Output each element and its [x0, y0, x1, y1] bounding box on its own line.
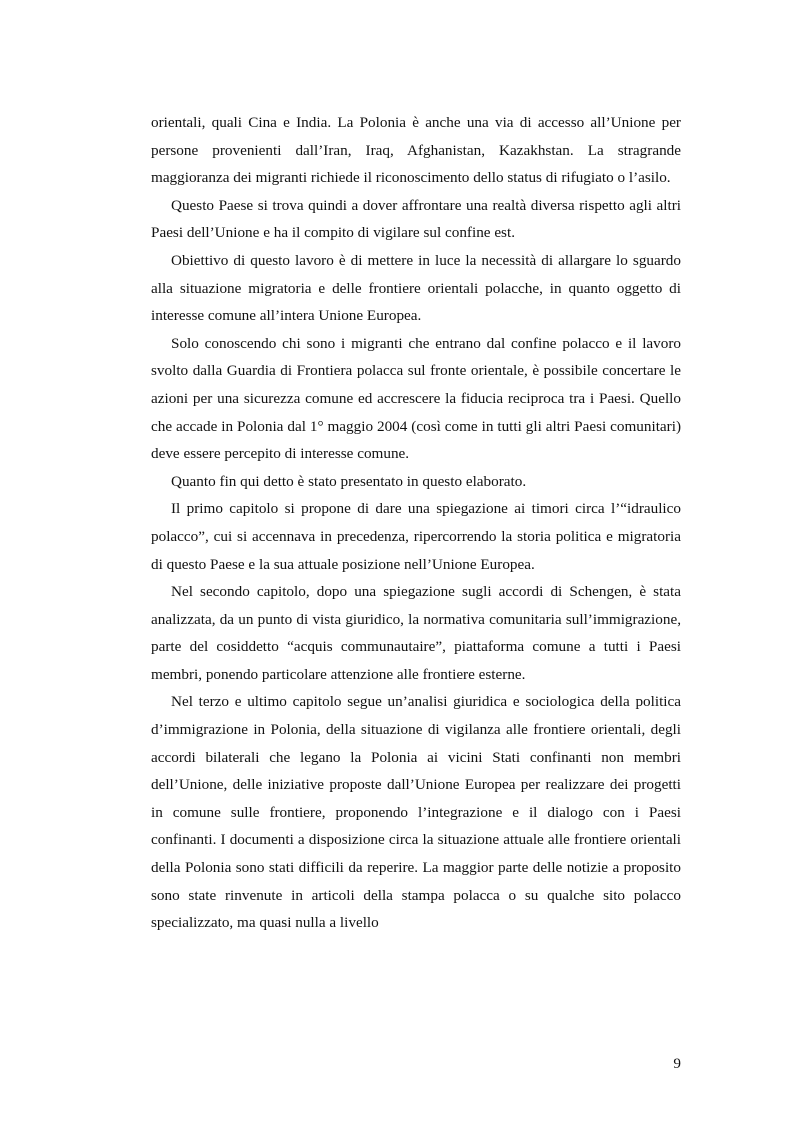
page-number: 9 [673, 1055, 681, 1072]
paragraph-8: Nel terzo e ultimo capitolo segue un’analisi giuridica e sociologica della politica d’immigrazione in Polonia, della situazione di vigilanza alle frontiere orientali, degli accordi bilaterali che legano la Polonia ai vicini Stati confinanti non membri dell’Unione, delle iniziative proposte dall’Unione Europea per realizzare dei progetti in comune sulle frontiere, proponendo l’integrazione e il dialogo con i Paesi confinanti. I documenti a disposizione circa la situazione attuale alle frontiere orientali della Polonia sono stati difficili da reperire. La maggior parte delle notizie a proposito sono state rinvenute in articoli della stampa polacca o su qualche sito polacco specializzato, ma quasi nulla a livello [151, 693, 681, 932]
paragraph-1: orientali, quali Cina e India. La Polonia è anche una via di accesso all’Unione per persone provenienti dall’Iran, Iraq, Afghanistan, Kazakhstan. La stragrande maggioranza dei migranti richiede il riconoscimento dello status di rifugiato o l’asilo. [151, 114, 681, 187]
paragraph-5: Quanto fin qui detto è stato presentato in questo elaborato. [171, 472, 527, 490]
paragraph-4: Solo conoscendo chi sono i migranti che entrano dal confine polacco e il lavoro svolto dalla Guardia di Frontiera polacca sul fronte orientale, è possibile concertare le azioni per una sicurezza comune ed accrescere la fiducia reciproca tra i Paesi. Quello che accade in Polonia dal 1° maggio 2004 (così come in tutti gli altri Paesi comunitari) deve essere percepito di interesse comune. [151, 334, 681, 463]
paragraph-7: Nel secondo capitolo, dopo una spiegazione sugli accordi di Schengen, è stata analizzata, da un punto di vista giuridico, la normativa comunitaria sull’immigrazione, parte del cosiddetto “acquis communautaire”, piattaforma comune a tutti i Paesi membri, ponendo particolare attenzione alle frontiere esterne. [151, 583, 681, 683]
paragraph-2: Questo Paese si trova quindi a dover affrontare una realtà diversa rispetto agli altri Paesi dell’Unione e ha il compito di vigilare sul confine est. [151, 196, 681, 242]
paragraph-3: Obiettivo di questo lavoro è di mettere in luce la necessità di allargare lo sguardo alla situazione migratoria e delle frontiere orientali polacche, in quanto oggetto di interesse comune all’intera Unione Europea. [151, 251, 681, 325]
body-text [151, 109, 681, 937]
paragraph-6: Il primo capitolo si propone di dare una spiegazione ai timori circa l’“idraulico polacco”, cui si accennava in precedenza, ripercorrendo la storia politica e migratoria di questo Paese e la sua attuale posizione nell’Unione Europea. [151, 500, 681, 573]
